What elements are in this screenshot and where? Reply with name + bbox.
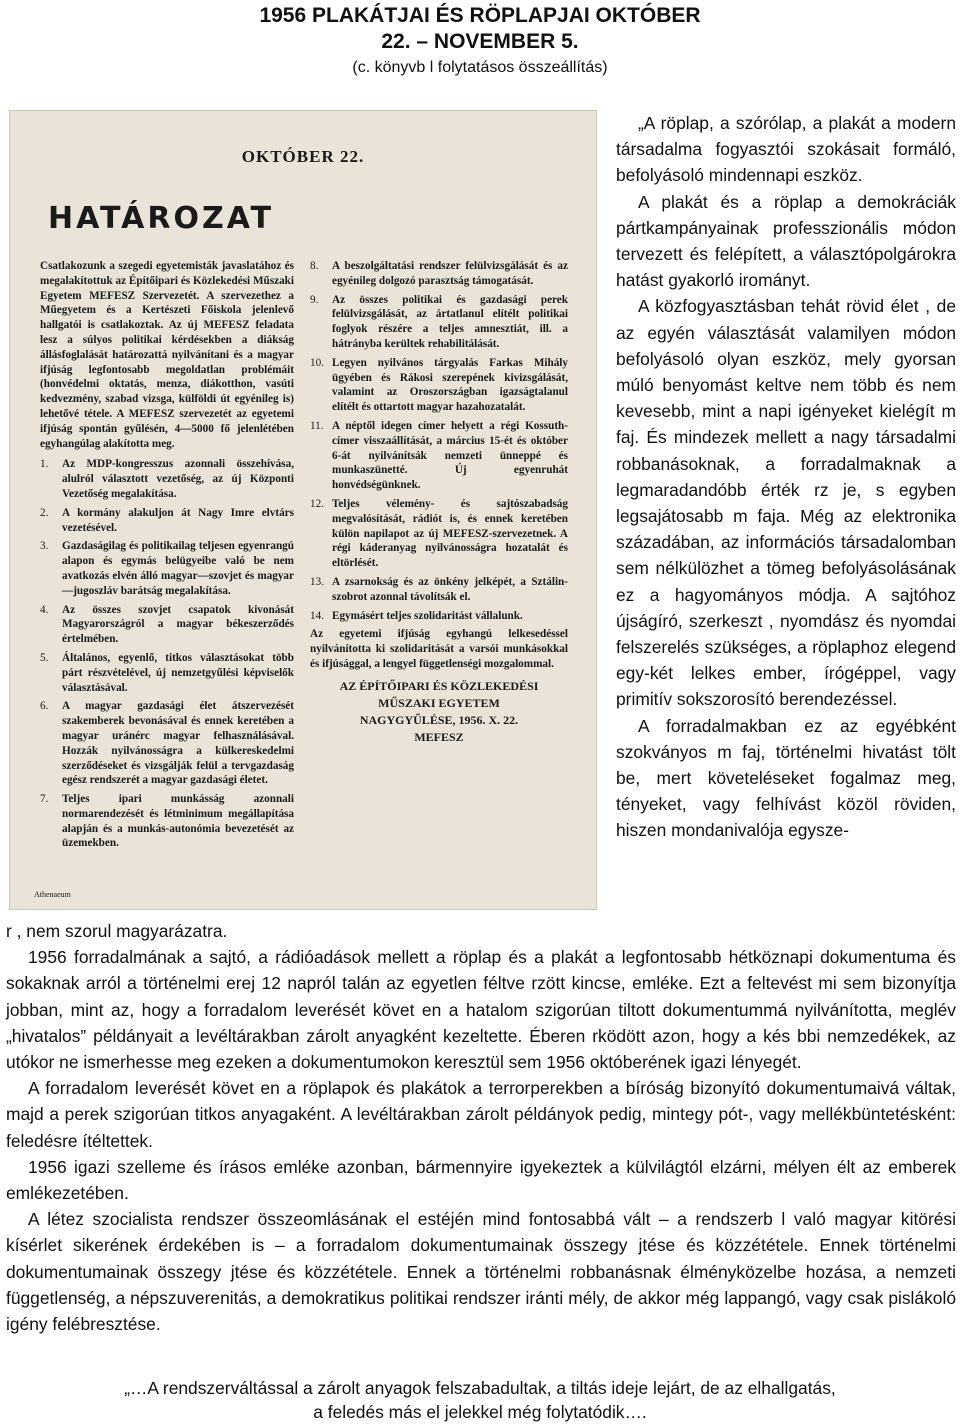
page-subtitle: (c. könyvb l folytatásos összeállítás) [352,59,608,76]
page-title-line-1: 1956 PLAKÁTJAI ÉS RÖPLAPJAI OKTÓBER [259,4,701,27]
poster-demand-number: 9. [310,293,319,306]
poster-demand-number: 10. [310,356,324,369]
side-paragraph: „A röplap, a szórólap, a plakát a modern társadalma fogyasztói szokásait formáló, befolyásoló mindennapi eszköz. [616,113,956,186]
poster-left-column [40,259,294,855]
body-paragraph: A létez szocialista rendszer összeomlásának el estéjén mind fontosabbá vált – a rendszerb l való magyar kitörési kísérlet sikerének érdekében is – a forradalom dokumentumainak összegy jtése és közzététele. Ennek történelmi dokumentumainak összegy jtése és közzététele. Ennek a történelmi robbanásnak élményközelbe hozása, a nemzeti függetlenség, a népszuverenitás, a demokratikus politikai rendszer iránti mély, de akkor még lappangó, vagy csak pislákoló igény felébresztése. [6,1209,956,1335]
poster-demand-item [40,539,294,598]
poster-printer-mark: Athenaeum [34,890,71,899]
poster-demand-item [40,792,294,851]
poster-demand-text: A néptől idegen címer helyett a régi Kossuth-címer visszaállítását, a március 15-ét és október 6-át nyilvánítsák nemzeti ünneppé és munkaszünetté. Új egyenruhát honvédségünknek. [332,419,568,492]
poster-signature-line: MEFESZ [414,729,464,744]
poster-signature [310,678,568,746]
poster-demand-number: 4. [40,603,49,616]
poster-intro: Csatlakozunk a szegedi egyetemisták javaslatához és megalakítottuk az Építőipari és Közlekedési Műszaki Egyetem MEFESZ Szervezetét. A szervezethez a Műegyetem és a Kertészeti Főiskola jelenlevő hallgatói is csatlakoztak. Az új MEFESZ feladata lesz a súlyos politikai kérdésekben a diákság állásfoglalását határozattá nyilvánítani és a magyar ifjúság legfontosabb megoldatlan problémáit (honvédelmi oktatás, menza, diákotthon, vasúti kedvezmény, szabad vizsga, külföldi út egyénileg is) lehetővé tétele. A MEFESZ szervezetét az egyetemi ifjúság spontán gyűlésén, 4—5000 fő jelenlétében egyhangúlag alakította meg. [40,260,294,450]
side-text-column [616,110,956,844]
poster-demand-item [40,699,294,788]
poster-demand-text: Gazdaságilag és politikailag teljesen egyenrangú alapon és egymás belügyeibe való be nem avatkozás elvén álló magyar—szovjet és magyar—jugoszláv barátság megalakítása. [62,540,294,597]
poster-date: OKTÓBER 22. [241,147,365,166]
poster-signature-line: NAGYGYŰLÉSE, 1956. X. 22. [359,712,519,727]
poster-demand-item [310,419,568,493]
poster-demand-item [310,497,568,571]
poster-demand-text: Teljes vélemény- és sajtószabadság megvalósítását, rádiót is, és ennek keretében külön napilapot az új MEFESZ-szervezetnek. A régi káderanyag nyilvánosságra hozatalát és eltörlését. [332,497,568,570]
poster-demand-item [310,609,568,624]
poster-demand-item [310,293,568,352]
page-title-line-2: 22. – NOVEMBER 5. [381,30,579,53]
poster-demand-item [310,356,568,415]
poster-signature-line: AZ ÉPÍTŐIPARI ÉS KÖZLEKEDÉSI [339,678,539,693]
body-paragraph: r , nem szorul magyarázatra. [6,921,228,941]
poster-demand-item [40,651,294,695]
poster-demand-number: 12. [310,497,324,510]
poster-demand-text: Az MDP-kongresszus azonnali összehívása, alulról választott vezetőség, az új Központi Vezetőség megalakítása. [62,458,294,500]
poster-demand-item [40,506,294,536]
poster-demand-number: 11. [310,419,324,432]
poster-demand-text: A kormány alakuljon át Nagy Imre elvtárs vezetésével. [62,506,294,534]
poster-demand-item [40,603,294,647]
poster-demand-text: Az összes szovjet csapatok kivonását Magyarországról a magyar békeszerződés értelmében. [62,603,294,646]
poster-closing: Az egyetemi ifjúság egyhangú lelkesedéssel nyilvánította ki szolidaritását a varsói munkásokkal és ifjúsággal, a lengyel függetlenségi mozgalommal. [310,628,568,670]
side-paragraph: A közfogyasztásban tehát rövid élet , de az egyén választását valamilyen módon befolyásoló olyan eszköz, mely gyorsan múló benyomást keltve nem több és nem kevesebb, mint a napi igényeket kielégít m faj. És mindezek mellett a nagy társadalmi robbanásoknak, a forradalmaknak a legmaradandóbb érték rz je, s egyben legsajátosabb m faja. Még az elektronika századában, az információs társadalomban sem nélkülözhet a tömeg befolyásolásának ez a hagyományos módja. A sajtóhoz újságíró, szerkeszt , nyomdász és nyomdai felszerelés szükséges, a röplaphoz elegend egy-két lelkes ember, írógéppel, vagy primitív sokszorosító berendezéssel. [616,296,956,710]
poster-demand-number: 6. [40,700,49,713]
body-paragraph: 1956 forradalmának a sajtó, a rádióadások mellett a röplap és a plakát a legfontosabb hétköznapi dokumentuma és sokaknak arról a történelmi erej 12 napról talán az egyetlen féltve rzött kincse, emléke. Ezt a feltevést mi sem bizonyítja jobban, mint az, hogy a forradalom leverését követ en a hatalom szigorúan tiltott dokumentummá nyilvánította, meglév „hivatalos” példányait a levéltárakban zárolt anyagként kezeltette. Éberen rködött azon, hogy a kés bbi nemzedékek, az utókor ne ismerhesse meg ezeken a dokumentumokon keresztül sem 1956 októberének igazi lényegét. [6,947,956,1073]
page-header [0,3,960,79]
poster-demand-item [310,575,568,605]
poster-demand-number: 1. [40,458,49,471]
poster-demand-text: Az összes politikai és gazdasági perek felülvizsgálását, az ártatlanul elítélt politikai foglyok részére a teljes amnesztiát, ill. a hátrányba kerültek rehabilitálását. [332,293,568,350]
poster-demand-text: Teljes ipari munkásság azonnali normarendezését és létminimum megállapítása alapján és a munkás-autonómia bevezetését az üzemekben. [62,793,294,850]
side-paragraph: A forradalmakban ez az egyébként szokványos m faj, történelmi hivatást tölt be, mert követeléseket fogalmaz meg, tényeket, vagy felhívást közöl röviden, hiszen mondanivalója egysze- [616,715,956,841]
poster-demand-number: 7. [40,793,49,806]
body-paragraph: A forradalom leverését követ en a röplapok és plakátok a terrorperekben a bíróság bizonyító dokumentumaivá váltak, majd a perek szigorúan titkos anyagaként. A levéltárakban zárolt példányok pedig, mintegy pót-, vagy mellékbüntetésként: feledésre ítéltettek. [6,1078,956,1151]
poster-demand-number: 13. [310,575,324,588]
poster-demand-text: A beszolgáltatási rendszer felülvizsgálását és az egyénileg dolgozó parasztság támogatását. [332,260,568,287]
poster-heading: HATÁROZAT [48,201,275,236]
quote-line: „…A rendszerváltással a zárolt anyagok felszabadultak, a tiltás ideje lejárt, de az elhallgatás, [124,1378,836,1398]
poster-scan-image [9,110,597,910]
poster-demand-number: 5. [40,651,49,664]
poster-demand-item [40,457,294,501]
body-paragraph: 1956 igazi szelleme és írásos emléke azonban, bármennyire igyekeztek a külvilágtól elzárni, mélyen élt az emberek emlékezetében. [6,1156,956,1204]
closing-quote [0,1376,960,1424]
poster-demand-number: 2. [40,506,49,519]
poster-demand-number: 3. [40,540,49,553]
body-text [6,918,956,1337]
side-paragraph: A plakát és a röplap a demokráciák pártkampányainak professzionális módon tervezett és felépített, a választópolgárokra hatást gyakorló irományt. [616,191,956,291]
poster-demand-text: Legyen nyilvános tárgyalás Farkas Mihály ügyében és Rákosi szerepének kivizsgálását, valamint az Oroszországban igazságtalanul elítélt és ottartott magyar hazahozatalát. [332,356,568,414]
poster-demand-text: Egymásért teljes szolidaritást vállalunk. [332,609,523,622]
poster-signature-line: MŰSZAKI EGYETEM [378,695,500,710]
poster-demand-text: A magyar gazdasági élet átszervezését szakemberek bevonásával és ennek keretében a magyar uránérc magyar felhasználásával. Hozzák nyilvánosságra a külkereskedelmi szerződéseket és vizsgálják felül a tervgazdaság egész rendszerét a magyar gazdasági életet. [62,700,294,787]
poster-demand-item [310,259,568,289]
poster-demand-text: A zsarnokság és az önkény jelképét, a Sztálin-szobrot azonnal távolítsák el. [332,575,568,603]
poster-demand-number: 8. [310,260,319,272]
poster-right-column [310,259,568,746]
quote-line: a feledés más el jelekkel még folytatódik…. [313,1402,647,1422]
poster-demand-number: 14. [310,609,324,622]
poster-demand-text: Általános, egyenlő, titkos választásokat több párt részvételével, új nemzetgyűlési képviselők választásával. [62,651,294,694]
